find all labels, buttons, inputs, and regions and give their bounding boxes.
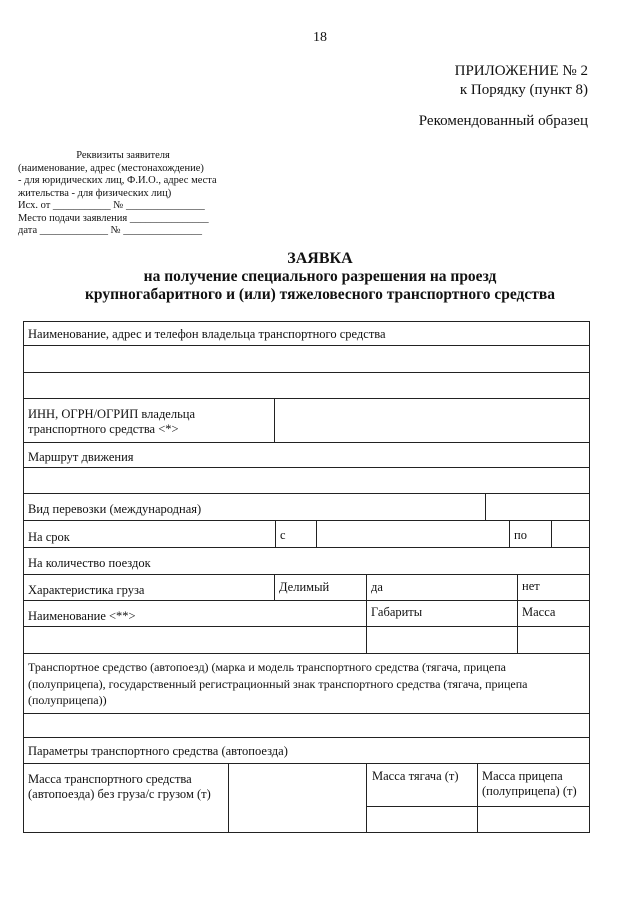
vehicle-mass-label-line1: Масса транспортного средства <box>28 772 192 786</box>
date-number-field[interactable]: дата _____________ № _______________ <box>18 225 203 236</box>
appendix-number: ПРИЛОЖЕНИЕ № 2 <box>454 63 588 79</box>
divisible-label: Делимый <box>279 580 330 594</box>
owner-name-field[interactable] <box>24 347 590 371</box>
owner-name-field-2[interactable] <box>24 374 590 397</box>
requisites-line: жительства - для физических лиц) <box>18 187 172 199</box>
vehicle-mass-label <box>25 772 211 802</box>
document-title-line2: на получение специального разрешения на проезд <box>143 268 497 285</box>
trips-label: На количество поездок <box>28 556 151 570</box>
route-label: Маршрут движения <box>28 450 134 464</box>
requisites-line: (наименование, адрес (местонахождение) <box>18 162 204 174</box>
cargo-char-label: Характеристика груза <box>28 583 145 597</box>
yes-option[interactable]: да <box>371 580 383 594</box>
mass-label: Масса <box>522 605 556 619</box>
no-option[interactable]: нет <box>522 579 540 593</box>
inn-label-line2: транспортного средства <*> <box>28 422 179 436</box>
document-title-line3: крупногабаритного и (или) тяжеловесного транспортного средства <box>84 286 555 303</box>
route-field[interactable] <box>24 469 590 492</box>
vehicle-label-line3: (полуприцепа)) <box>28 693 107 707</box>
sample-label: Рекомендованный образец <box>418 113 588 129</box>
dimensions-field[interactable] <box>368 628 518 652</box>
tractor-mass-field[interactable] <box>368 808 478 831</box>
trailer-mass-field[interactable] <box>479 808 590 831</box>
owner-name-label: Наименование, адрес и телефон владельца транспортного средства <box>28 327 386 341</box>
page-number: 18 <box>313 30 327 45</box>
tractor-mass-label: Масса тягача (т) <box>372 769 459 783</box>
term-to-field[interactable] <box>553 522 590 546</box>
term-from-label: с <box>280 528 286 542</box>
inn-label-line1: ИНН, ОГРН/ОГРИП владельца <box>28 407 196 421</box>
vehicle-field[interactable] <box>24 715 590 736</box>
term-to-label: по <box>514 528 527 542</box>
document-title-main: ЗАЯВКА <box>287 250 353 267</box>
vehicle-label <box>25 659 527 709</box>
trailer-mass-label <box>479 769 577 799</box>
inn-label <box>25 407 195 437</box>
vehicle-mass-field[interactable] <box>230 765 367 831</box>
vehicle-label-line1: Транспортное средство (автопоезд) (марка и модель транспортного средства (тягача, прицепа <box>28 660 507 674</box>
mass-field[interactable] <box>519 628 590 652</box>
cargo-name-field[interactable] <box>24 628 367 652</box>
dimensions-label: Габариты <box>371 605 423 619</box>
term-label: На срок <box>28 530 70 544</box>
requisites-title: Реквизиты заявителя <box>76 150 170 161</box>
submission-place-field[interactable]: Место подачи заявления _______________ <box>18 212 209 224</box>
outgoing-number-field[interactable]: Исх. от ___________ № _______________ <box>18 200 205 211</box>
cargo-name-label: Наименование <**> <box>28 609 136 623</box>
vehicle-mass-label-line2: (автопоезда) без груза/с грузом (т) <box>28 787 211 801</box>
transport-type-field[interactable] <box>487 495 590 519</box>
params-label: Параметры транспортного средства (автопоезда) <box>28 744 288 758</box>
requisites-line: - для юридических лиц, Ф.И.О., адрес места <box>18 175 217 186</box>
vehicle-label-line2: (полуприцепа), государственный регистрационный знак транспортного средства (тягача, прицепа <box>28 676 528 691</box>
appendix-reference: к Порядку (пункт 8) <box>459 82 588 98</box>
inn-field[interactable] <box>276 400 590 441</box>
term-from-field[interactable] <box>318 522 511 546</box>
trailer-mass-label-line2: (полуприцепа) (т) <box>482 784 577 798</box>
transport-type-label: Вид перевозки (международная) <box>28 502 202 516</box>
trailer-mass-label-line1: Масса прицепа <box>482 769 563 783</box>
